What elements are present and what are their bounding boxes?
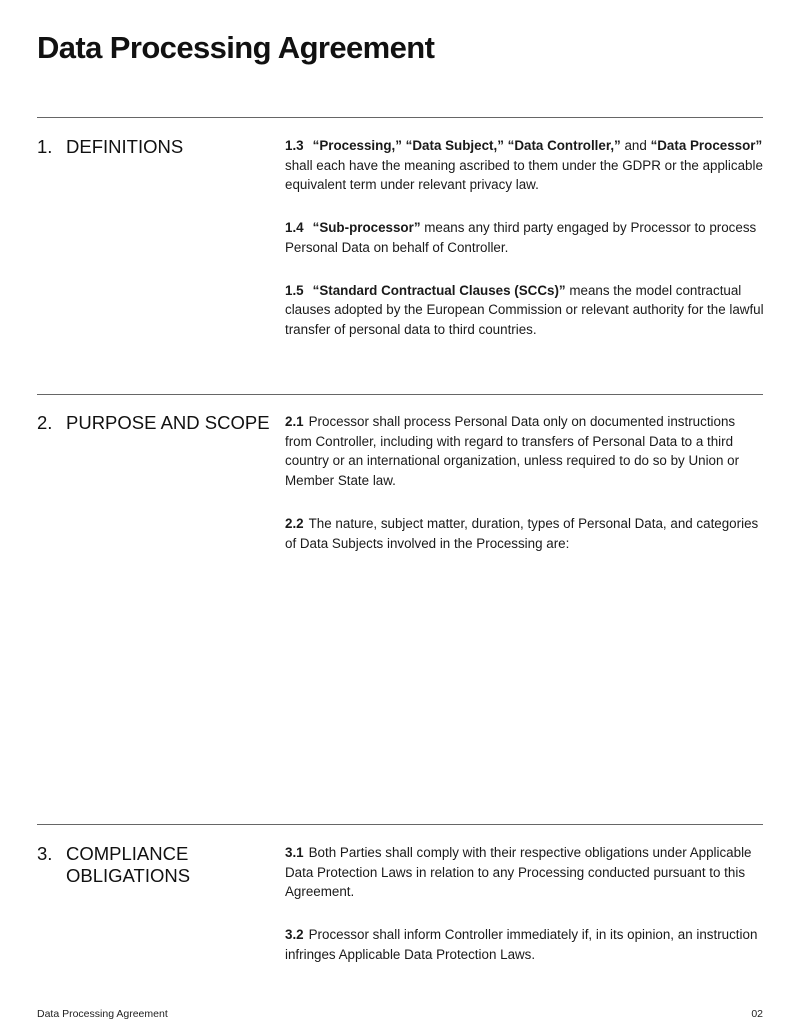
defined-term: “Data Subject,” (405, 138, 504, 153)
clause-number: 3.1 (285, 845, 304, 860)
clause-text: Processor shall inform Controller immediately if, in its opinion, an instruction infringes Applicable Data Protection Laws. (285, 927, 758, 962)
section-divider (37, 824, 763, 825)
clause-text: The nature, subject matter, duration, types of Personal Data, and categories of Data Subjects involved in the Processing are: (285, 515, 759, 551)
section-number: 1. (37, 136, 53, 157)
clause-list (285, 412, 765, 576)
clause-number: 1.5 (285, 282, 304, 298)
clause-text: shall each have the meaning ascribed to them under the GDPR or the applicable equivalent term under relevant privacy law. (285, 157, 763, 193)
clause-1-4 (285, 218, 765, 257)
section-divider (37, 394, 763, 395)
defined-term: “Processing,” (312, 138, 402, 153)
footer-document-title: Data Processing Agreement (37, 1008, 168, 1020)
clause-text: Processor shall process Personal Data only on documented instructions from Controller, including with regard to transfers of Personal Data to a third country or an international organization, unless required to do so by Union or Member State law. (285, 414, 740, 489)
clause-text: Both Parties shall comply with their respective obligations under Applicable Data Protection Laws in relation to any Processing conducted pursuant to this Agreement. (285, 845, 752, 900)
section-number: 3. (37, 843, 53, 864)
defined-term: “Standard Contractual Clauses (SCCs)” (312, 282, 566, 298)
conjunction: and (624, 138, 647, 153)
clause-number: 1.3 (285, 138, 304, 153)
defined-term: “Data Processor” (650, 138, 763, 153)
clause-text: means any third party engaged by Processor to process Personal Data on behalf of Controller. (285, 220, 757, 255)
clause-text: means the model contractual clauses adopted by the European Commission or relevant authority for the lawful transfer of personal data to third countries. (285, 282, 764, 337)
section-title: COMPLIANCE OBLIGATIONS (66, 843, 191, 886)
clause-number: 1.4 (285, 220, 304, 236)
defined-term: “Sub-processor” (312, 220, 421, 236)
section-title: PURPOSE AND SCOPE (66, 412, 270, 433)
clause-3-2 (285, 925, 765, 964)
section-number: 2. (37, 412, 53, 433)
clause-2-1 (285, 412, 765, 491)
clause-1-3 (285, 136, 765, 195)
section-divider (37, 117, 763, 118)
clause-number: 3.2 (285, 927, 304, 943)
clause-2-2 (285, 514, 765, 553)
clause-list (285, 843, 765, 988)
document-title: Data Processing Agreement (37, 30, 435, 65)
defined-term: “Data Controller,” (507, 138, 621, 153)
clause-3-1 (285, 843, 765, 902)
clause-number: 2.2 (285, 515, 304, 531)
clause-list (285, 136, 765, 363)
clause-1-5 (285, 281, 765, 340)
clause-number: 2.1 (285, 414, 304, 429)
section-title: DEFINITIONS (66, 136, 184, 157)
footer-page-number: 02 (751, 1008, 763, 1020)
